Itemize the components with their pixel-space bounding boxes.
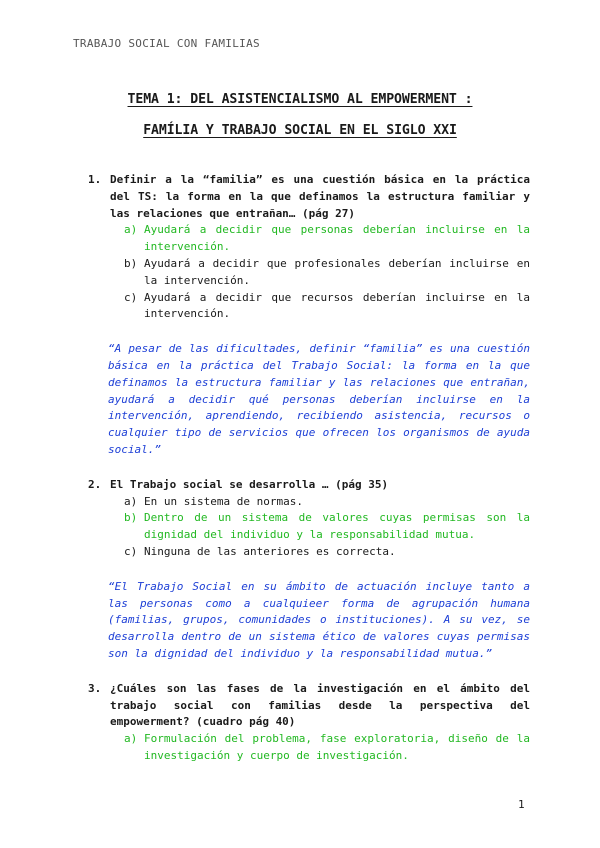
page-number: 1	[518, 798, 525, 811]
option-label: c)	[124, 544, 138, 558]
running-header: TRABAJO SOCIAL CON FAMILIAS	[73, 37, 260, 50]
question-3	[88, 681, 530, 731]
option-label: a)	[124, 732, 138, 746]
option-a	[124, 494, 530, 511]
question-number: 3.	[88, 681, 102, 695]
option-text: Ayudará a decidir que recursos deberían incluirse en la intervención.	[144, 290, 530, 321]
question-number: 2.	[88, 477, 102, 491]
question-number: 1.	[88, 173, 102, 186]
question-text: Definir a la “familia” es una cuestión básica en la práctica del TS: la forma en la que definamos la estructura familiar y las relaciones que entrañan… (pág 27)	[110, 173, 530, 220]
question-text: El Trabajo social se desarrolla … (pág 35)	[110, 477, 389, 491]
option-label: b)	[124, 256, 138, 270]
option-label: b)	[124, 511, 138, 525]
option-text: En un sistema de normas.	[144, 494, 303, 508]
option-text: Dentro de un sistema de valores cuyas permisas son la dignidad del individuo y la responsabilidad mutua.	[144, 511, 530, 542]
option-label: a)	[124, 494, 138, 508]
option-text: Ayudará a decidir que profesionales deberían incluirse en la intervención.	[144, 256, 530, 287]
explanation-quote-1: “A pesar de las dificultades, definir “familia” es una cuestión básica en la práctica del Trabajo Social: la forma en la que definamos la estructura familiar y las relaciones que entrañan, ayudará a decidir qué personas deberían incluirse en la intervención, aprendiendo, recibiendo asistencia, recursos o cualquier tipo de servicios que ofrecen los organismos de ayuda social.”	[108, 342, 530, 456]
option-label: a)	[124, 223, 138, 237]
option-label: c)	[124, 290, 138, 304]
option-a-correct	[124, 222, 530, 256]
option-text: Ayudará a decidir que personas deberían incluirse en la intervención.	[144, 223, 530, 254]
question-2	[88, 477, 530, 494]
option-b-correct	[124, 510, 530, 544]
option-text: Formulación del problema, fase exploratoria, diseño de la investigación y cuerpo de investigación.	[144, 732, 530, 762]
option-text: Ninguna de las anteriores es correcta.	[144, 544, 396, 558]
question-1	[88, 172, 530, 222]
answer-options	[88, 731, 530, 765]
explanation-quote-2: “El Trabajo Social en su ámbito de actuación incluye tanto a las personas como a cualquieer forma de agrupación humana (familias, grupos, comunidades o instituciones). A su vez, se desarrolla dentro de un sistema ético de valores cuyas permisas son la dignidad del individuo y la responsabilidad mutua.”	[108, 579, 530, 660]
option-a-correct	[124, 731, 530, 765]
question-list	[88, 172, 530, 765]
question-text: ¿Cuáles son las fases de la investigación en el ámbito del trabajo social con familias desde la perspectiva del empowerment? (cuadro pág 40)	[110, 681, 530, 729]
option-c	[124, 290, 530, 324]
answer-options	[88, 222, 530, 323]
document-title-line-1: TEMA 1: DEL ASISTENCIALISMO AL EMPOWERMENT :	[127, 92, 473, 107]
answer-options	[88, 494, 530, 561]
option-b	[124, 256, 530, 290]
option-c	[124, 544, 530, 561]
document-title-line-2: FAMÍLIA Y TRABAJO SOCIAL EN EL SIGLO XXI	[143, 123, 457, 138]
